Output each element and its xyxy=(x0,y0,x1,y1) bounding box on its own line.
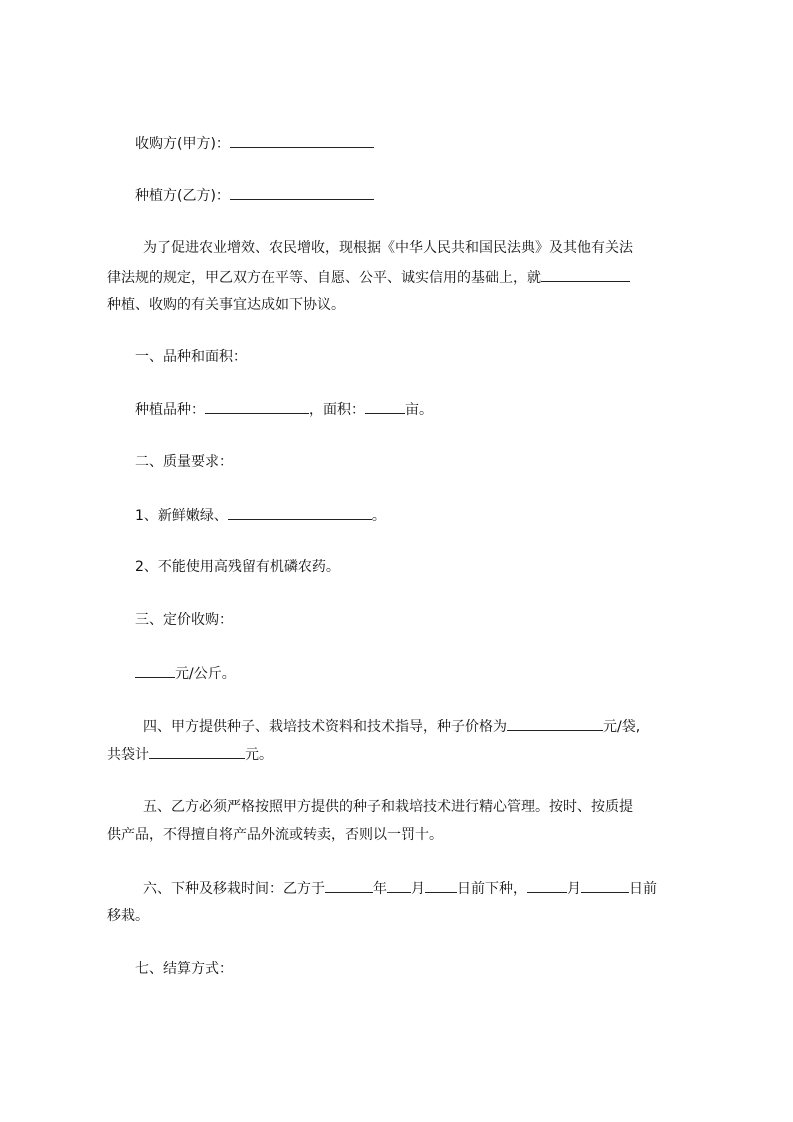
section1-heading: 一、品种和面积： xyxy=(135,349,247,365)
variety-label: 种植品种： xyxy=(135,402,205,418)
section4-line-2 xyxy=(107,744,273,764)
buyer-line xyxy=(135,133,374,153)
seed-price-prefix: 四、甲方提供种子、栽培技术资料和技术指导，种子价格为 xyxy=(143,719,507,735)
sowing-prefix: 六、下种及移栽时间：乙方于 xyxy=(143,881,325,897)
variety-line xyxy=(135,399,433,419)
intro-line-2 xyxy=(107,267,630,287)
transplant-month-label: 月 xyxy=(567,881,581,897)
crop-name-blank[interactable] xyxy=(541,267,630,282)
quality-blank[interactable] xyxy=(228,505,372,520)
seed-total-blank[interactable] xyxy=(149,744,245,759)
intro-line-1: 为了促进农业增效、农民增收，现根据《中华人民共和国民法典》及其他有关法 xyxy=(143,240,633,256)
area-unit: 亩。 xyxy=(405,402,433,418)
grower-line xyxy=(135,185,374,205)
section7-heading: 七、结算方式： xyxy=(135,961,233,977)
area-blank[interactable] xyxy=(365,399,405,414)
buyer-name-blank[interactable] xyxy=(230,133,374,148)
price-suffix: 元/公斤。 xyxy=(175,666,236,682)
transplant-day-blank[interactable] xyxy=(581,878,629,893)
buyer-label: 收购方(甲方)： xyxy=(135,136,230,152)
sow-month-blank[interactable] xyxy=(387,878,411,893)
sow-year-label: 年 xyxy=(373,881,387,897)
sow-year-blank[interactable] xyxy=(325,878,373,893)
quality-item-1-suffix: 。 xyxy=(371,508,386,524)
section2-heading: 二、质量要求： xyxy=(135,454,233,470)
sow-day-blank[interactable] xyxy=(425,878,457,893)
price-blank[interactable] xyxy=(135,663,175,678)
transplant-day-label: 日前 xyxy=(629,881,657,897)
seed-price-suffix: 元/袋, xyxy=(603,719,641,735)
grower-name-blank[interactable] xyxy=(230,185,374,200)
quality-item-1 xyxy=(135,505,386,525)
seed-total-suffix: 元。 xyxy=(245,747,273,763)
sow-day-label: 日前下种， xyxy=(457,881,527,897)
sow-month-label: 月 xyxy=(411,881,425,897)
section6-line-2: 移栽。 xyxy=(107,908,149,924)
area-label: ，面积： xyxy=(309,402,365,418)
section3-heading: 三、定价收购： xyxy=(135,612,233,628)
grower-label: 种植方(乙方)： xyxy=(135,188,230,204)
transplant-month-blank[interactable] xyxy=(527,878,567,893)
section5-line-2: 供产品，不得擅自将产品外流或转卖，否则以一罚十。 xyxy=(107,827,443,843)
section5-line-1: 五、乙方必须严格按照甲方提供的种子和栽培技术进行精心管理。按时、按质提 xyxy=(143,799,633,815)
seed-total-prefix: 共袋计 xyxy=(107,747,149,763)
intro-line-3: 种植、收购的有关事宜达成如下协议。 xyxy=(107,297,345,313)
price-line xyxy=(135,663,236,683)
intro-line-2-text: 律法规的规定，甲乙双方在平等、自愿、公平、诚实信用的基础上，就 xyxy=(107,270,541,286)
section4-line-1 xyxy=(143,716,640,736)
variety-blank[interactable] xyxy=(205,399,309,414)
section6-line-1 xyxy=(143,878,657,898)
quality-item-2: 2、不能使用高残留有机磷农药。 xyxy=(135,559,340,575)
seed-price-blank[interactable] xyxy=(507,716,603,731)
quality-item-1-prefix: 1、新鲜嫩绿、 xyxy=(135,508,228,524)
